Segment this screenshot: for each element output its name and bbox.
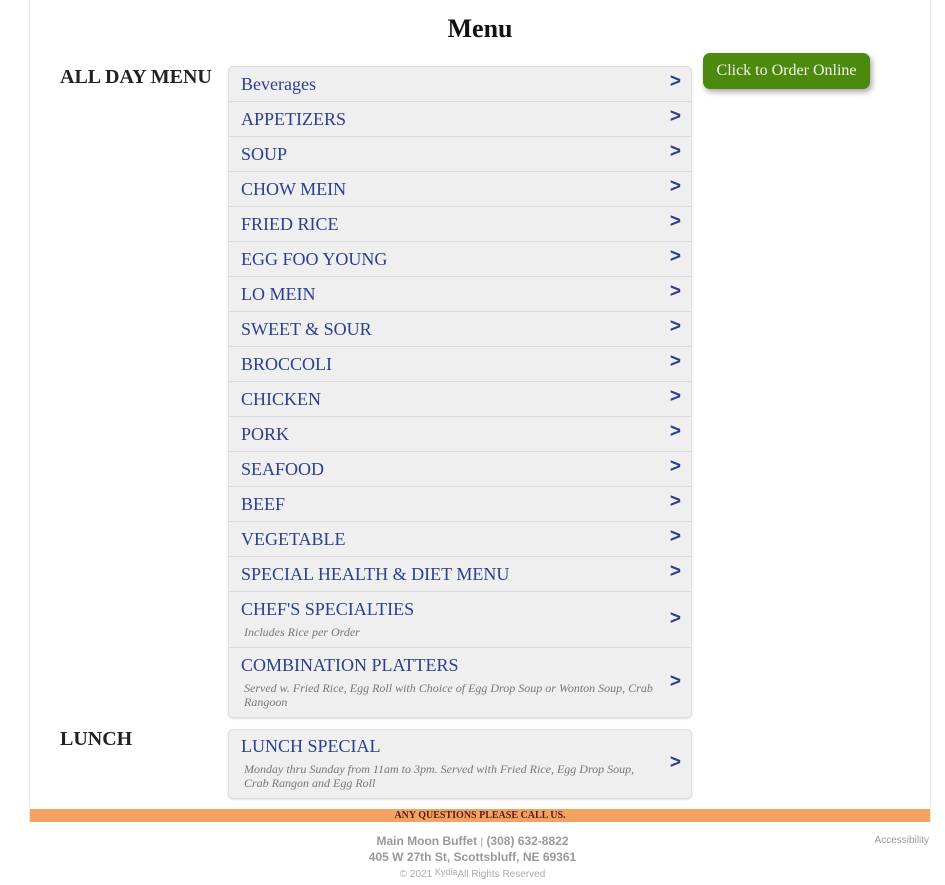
- menu-category-lunch-special[interactable]: [229, 730, 691, 798]
- page-frame: [29, 0, 931, 823]
- chevron-right-icon: >: [669, 491, 681, 512]
- chevron-right-icon: >: [669, 351, 681, 372]
- chevron-right-icon: >: [669, 316, 681, 337]
- category-description: Includes Rice per Order: [244, 625, 360, 639]
- category-title: COMBINATION PLATTERS: [241, 655, 459, 675]
- menu-category-vegetable[interactable]: [229, 521, 691, 556]
- brand-link[interactable]: Kydia: [434, 867, 458, 877]
- all-day-menu-accordion: [228, 66, 692, 718]
- category-description: Served w. Fried Rice, Egg Roll with Choice of Egg Drop Soup or Wonton Soup, Crab Rangoon: [244, 681, 653, 709]
- accessibility-link[interactable]: Accessibility: [874, 835, 929, 846]
- rights-text: All Rights Reserved: [457, 869, 546, 880]
- category-title: CHEF'S SPECIALTIES: [241, 599, 415, 619]
- category-title: FRIED RICE: [241, 214, 339, 234]
- menu-category-broccoli[interactable]: [229, 346, 691, 381]
- chevron-right-icon: >: [669, 71, 681, 92]
- category-description: Monday thru Sunday from 11am to 3pm. Served with Fried Rice, Egg Drop Soup, Crab Rangon and Egg Roll: [244, 762, 635, 790]
- menu-category-combination-platters[interactable]: [229, 647, 691, 717]
- order-online-button[interactable]: Click to Order Online: [703, 53, 870, 89]
- chevron-right-icon: >: [669, 141, 681, 162]
- menu-category-pork[interactable]: [229, 416, 691, 451]
- chevron-right-icon: >: [669, 456, 681, 477]
- category-title: PORK: [241, 424, 290, 444]
- chevron-right-icon: >: [669, 670, 681, 692]
- menu-category-special-health-diet[interactable]: [229, 556, 691, 591]
- menu-category-sweet-sour[interactable]: [229, 311, 691, 346]
- menu-category-egg-foo-young[interactable]: [229, 241, 691, 276]
- category-title: VEGETABLE: [241, 529, 346, 549]
- category-title: CHOW MEIN: [241, 179, 347, 199]
- menu-category-fried-rice[interactable]: [229, 206, 691, 241]
- chevron-right-icon: >: [669, 281, 681, 302]
- call-us-banner: ANY QUESTIONS PLEASE CALL US.: [30, 809, 930, 822]
- chevron-right-icon: >: [669, 421, 681, 442]
- category-title: BROCCOLI: [241, 354, 333, 374]
- category-title: SOUP: [241, 144, 288, 164]
- footer: [0, 834, 945, 883]
- section-label-all-day-menu: ALL DAY MENU: [60, 66, 212, 88]
- lunch-accordion: [228, 729, 692, 799]
- category-title: SPECIAL HEALTH & DIET MENU: [241, 564, 510, 584]
- menu-category-appetizers[interactable]: [229, 101, 691, 136]
- chevron-right-icon: >: [669, 561, 681, 582]
- menu-category-seafood[interactable]: [229, 451, 691, 486]
- menu-category-lo-mein[interactable]: [229, 276, 691, 311]
- category-title: APPETIZERS: [241, 109, 347, 129]
- menu-category-beverages[interactable]: [229, 67, 691, 101]
- section-label-lunch: LUNCH: [60, 728, 133, 750]
- category-title: EGG FOO YOUNG: [241, 249, 388, 269]
- separator: |: [480, 837, 484, 848]
- menu-category-soup[interactable]: [229, 136, 691, 171]
- category-title: SEAFOOD: [241, 459, 325, 479]
- category-title: CHICKEN: [241, 389, 321, 409]
- chevron-right-icon: >: [669, 751, 681, 773]
- chevron-right-icon: >: [669, 176, 681, 197]
- chevron-right-icon: >: [669, 211, 681, 232]
- chevron-right-icon: >: [669, 106, 681, 127]
- category-title: LO MEIN: [241, 284, 316, 304]
- menu-category-chow-mein[interactable]: [229, 171, 691, 206]
- copyright: © 2021: [399, 869, 433, 880]
- category-title: Beverages: [241, 74, 316, 94]
- chevron-right-icon: >: [669, 607, 681, 629]
- category-title: LUNCH SPECIAL: [241, 736, 381, 756]
- chevron-right-icon: >: [669, 386, 681, 407]
- chevron-right-icon: >: [669, 246, 681, 267]
- chevron-right-icon: >: [669, 526, 681, 547]
- address: 405 W 27th St, Scottsbluff, NE 69361: [368, 850, 577, 864]
- category-title: BEEF: [241, 494, 286, 514]
- business-name: Main Moon Buffet: [376, 834, 478, 848]
- category-title: SWEET & SOUR: [241, 319, 372, 339]
- page-title: Menu: [447, 14, 513, 43]
- phone-link[interactable]: (308) 632-8822: [486, 834, 569, 848]
- menu-category-chicken[interactable]: [229, 381, 691, 416]
- menu-category-beef[interactable]: [229, 486, 691, 521]
- menu-category-chefs-specialties[interactable]: [229, 591, 691, 647]
